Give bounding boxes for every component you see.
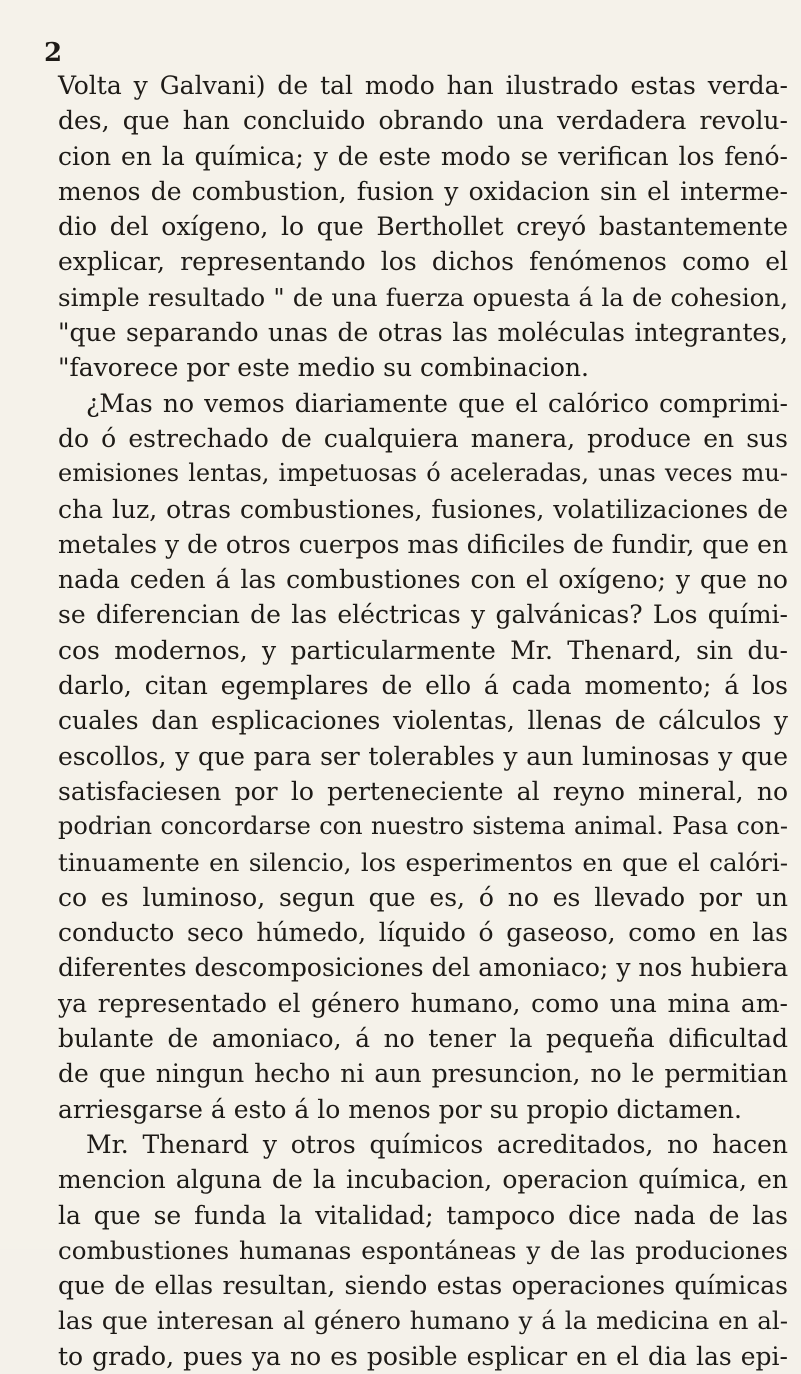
text-line: conducto seco húmedo, líquido ó gaseoso, como en las [58,918,788,948]
text-line: se diferencian de las eléctricas y galvánicas? Los quími- [58,600,788,630]
text-line: satisfaciesen por lo perteneciente al reyno mineral, no [58,776,788,806]
text-line: diferentes descomposiciones del amoniaco; y nos hubiera [58,953,789,983]
text-line: tinuamente en silencio, los esperimentos en que el calóri- [58,847,788,877]
text-line: do ó estrechado de cualquiera manera, produce en sus [58,423,788,453]
text-line: las que interesan al género humano y á la medicina en al- [58,1306,788,1336]
text-line: cos modernos, y particularmente Mr. Thenard, sin du- [58,635,788,665]
text-line: explicar, representando los dichos fenómenos como el [58,247,788,277]
text-line: la que se funda la vitalidad; tampoco dice nada de las [58,1200,788,1230]
text-line: cion en la química; y de este modo se verifican los fenó- [58,141,788,171]
text-line: cuales dan esplicaciones violentas, llenas de cálculos y [58,706,788,736]
text-line: simple resultado " de una fuerza opuesta á la de cohesion, [58,282,788,312]
text-line: emisiones lentas, impetuosas ó aceleradas, unas veces mu- [58,459,788,488]
text-line: darlo, citan egemplares de ello á cada momento; á los [58,671,788,701]
text-line: combustiones humanas espontáneas y de las produciones [58,1235,788,1265]
text-line: co es luminoso, segun que es, ó no es llevado por un [58,882,788,912]
text-line: cha luz, otras combustiones, fusiones, volatilizaciones de [58,494,788,524]
text-line: "que separando unas de otras las moléculas integrantes, [58,318,788,348]
text-line: nada ceden á las combustiones con el oxígeno; y que no [58,565,788,595]
text-line: dio del oxígeno, lo que Berthollet creyó bastantemente [58,212,788,242]
text-line: menos de combustion, fusion y oxidacion sin el interme- [58,176,788,206]
body-text [58,68,788,1374]
text-line: bulante de amoniaco, á no tener la pequeña dificultad [58,1024,788,1054]
text-line: podrian concordarse con nuestro sistema animal. Pasa con- [58,812,788,841]
text-line: ya representado el género humano, como una mina am- [58,988,788,1018]
text-line: des, que han concluido obrando una verdadera revolu- [58,106,788,136]
text-line: to grado, pues ya no es posible esplicar en el dia las epi- [58,1341,788,1371]
text-line: Mr. Thenard y otros químicos acreditados, no hacen [86,1129,788,1159]
text-line: arriesgarse á esto á lo menos por su propio dictamen. [58,1094,742,1124]
text-line: escollos, y que para ser tolerables y aun luminosas y que [58,741,788,771]
text-line: que de ellas resultan, siendo estas operaciones químicas [58,1271,788,1301]
text-line: Volta y Galvani) de tal modo han ilustrado estas verda- [58,71,788,100]
page-number: 2 [44,38,63,68]
text-line: mencion alguna de la incubacion, operacion química, en [58,1165,788,1195]
text-line: de que ningun hecho ni aun presuncion, no le permitian [58,1059,788,1089]
text-line: metales y de otros cuerpos mas dificiles de fundir, que en [58,529,789,559]
text-line: "favorece por este medio su combinacion. [58,353,589,383]
text-line: ¿Mas no vemos diariamente que el calórico comprimi- [86,388,788,418]
